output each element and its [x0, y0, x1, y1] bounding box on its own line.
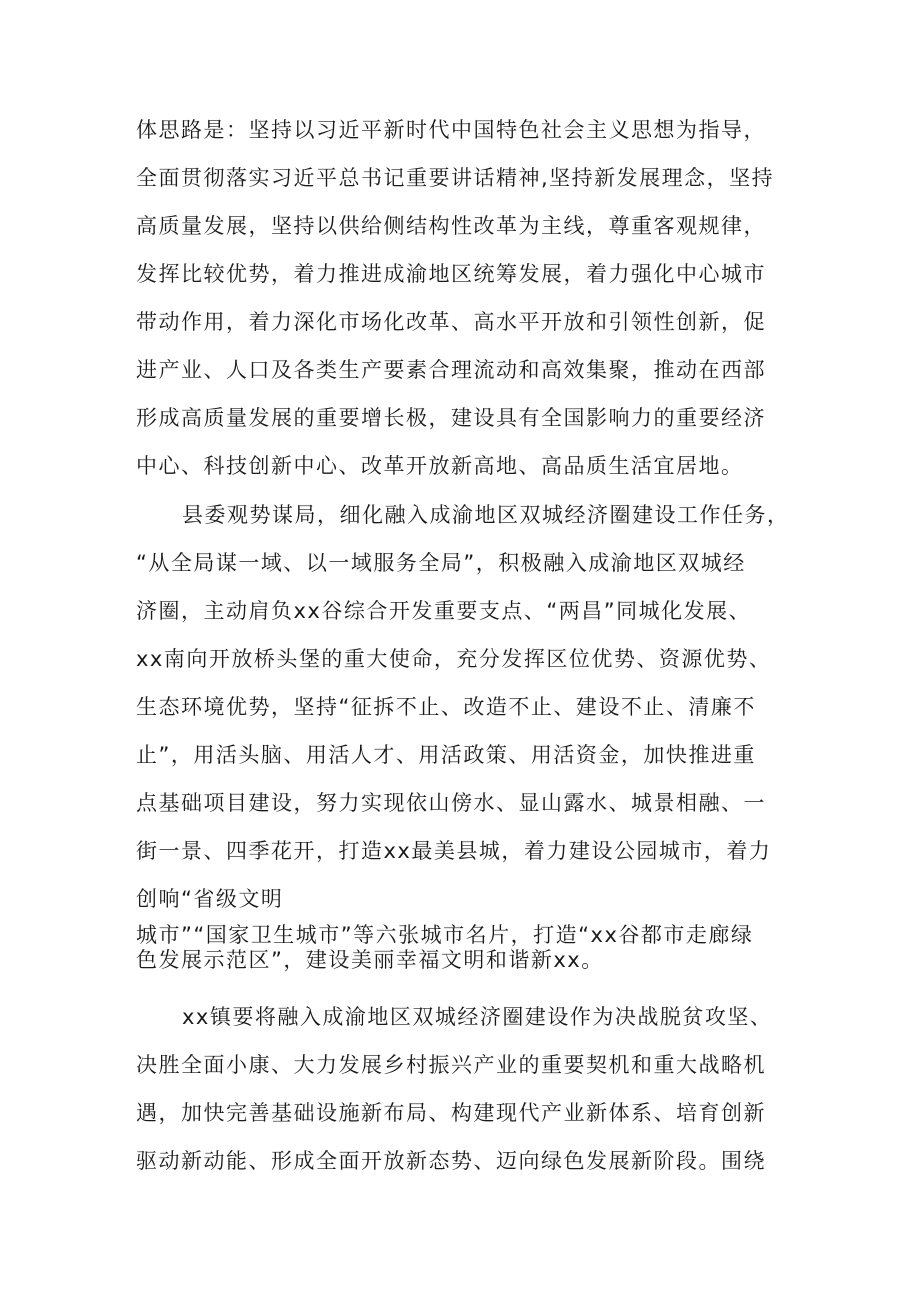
paragraph-line: xx南向开放桥头堡的重大使命，充分发挥区位优势、资源优势、 — [136, 647, 772, 671]
paragraph-line: 点基础项目建设，努力实现依山傍水、显山露水、城景相融、一 — [136, 791, 766, 815]
paragraph-line: 形成高质量发展的重要增长极，建设具有全国影响力的重要经济 — [136, 406, 766, 430]
paragraph-line: xx镇要将融入成渝地区双城经济圈建设作为决战脱贫攻坚、 — [182, 1005, 773, 1029]
paragraph-line: 县委观势谋局，细化融入成渝地区双城经济圈建设工作任务， — [182, 503, 790, 527]
paragraph-line: 带动作用，着力深化市场化改革、高水平开放和引领性创新，促 — [136, 310, 766, 334]
paragraph-line: 城市”“国家卫生城市”等六张城市名片，打造“xx谷都市走廊绿 — [136, 923, 754, 947]
paragraph-line: 止”，用活头脑、用活人才、用活政策、用活资金，加快推进重 — [136, 743, 756, 767]
paragraph-line: 全面贯彻落实习近平总书记重要讲话精神,坚持新发展理念，坚持 — [136, 166, 775, 190]
paragraph-line: 体思路是：坚持以习近平新时代中国特色社会主义思想为指导， — [136, 118, 766, 142]
paragraph-line: 遇，加快完善基础设施新布局、构建现代产业新体系、培育创新 — [136, 1101, 766, 1125]
paragraph-2 — [136, 491, 796, 973]
paragraph-line: 济圈，主动肩负xx谷综合开发重要支点、“两昌”同城化发展、 — [136, 599, 752, 623]
paragraph-line: 创响“省级文明 — [136, 887, 284, 911]
paragraph-line: 色发展示范区”，建设美丽幸福文明和谐新xx。 — [136, 948, 604, 972]
paragraph-line: 街一景、四季花开，打造xx最美县城，着力建设公园城市，着力 — [136, 839, 772, 863]
paragraph-line: 进产业、人口及各类生产要素合理流动和高效集聚，推动在西部 — [136, 358, 766, 382]
paragraph-line: “从全局谋一域、以一域服务全局”，积极融入成渝地区双城经 — [136, 551, 746, 575]
paragraph-3 — [136, 993, 796, 1185]
paragraph-line: 驱动新动能、形成全面开放新态势、迈向绿色发展新阶段。围绕 — [136, 1149, 766, 1173]
paragraph-1 — [136, 106, 796, 490]
paragraph-line: 高质量发展，坚持以供给侧结构性改革为主线，尊重客观规律， — [136, 214, 766, 238]
paragraph-line: 生态环境优势，坚持“征拆不止、改造不止、建设不止、清廉不 — [136, 695, 756, 719]
paragraph-line: 中心、科技创新中心、改革开放新高地、高品质生活宜居地。 — [136, 454, 744, 478]
paragraph-line: 决胜全面小康、大力发展乡村振兴产业的重要契机和重大战略机 — [136, 1053, 766, 1077]
paragraph-line: 发挥比较优势，着力推进成渝地区统筹发展，着力强化中心城市 — [136, 262, 766, 286]
